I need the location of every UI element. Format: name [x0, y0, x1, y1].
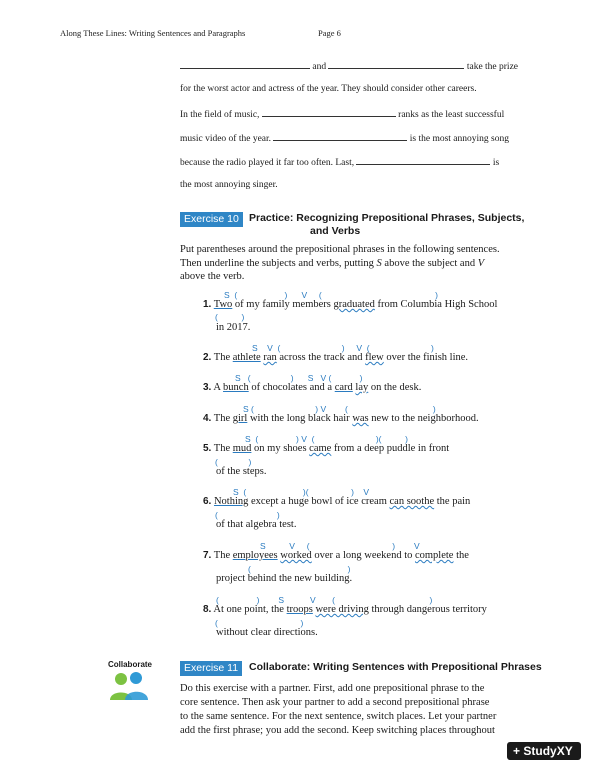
exercise-11-text-line1: Do this exercise with a partner. First, add one prepositional phrase to the: [180, 683, 485, 694]
exercise-item-4: [203, 413, 479, 424]
exercise-item-8-continued: without clear directions.: [216, 627, 318, 638]
fill-line-1: [180, 60, 540, 72]
text: The: [213, 413, 233, 424]
text: over a long weekend to: [311, 550, 415, 561]
annotation-line: ( ) S V ( ): [216, 595, 433, 605]
exercise-11-text-line2: core sentence. Then ask your partner to add a second prepositional phrase: [180, 697, 490, 708]
subject-word: Nothing: [213, 496, 249, 507]
annotation-line: ( ): [248, 564, 351, 574]
annotation-line: S ( ) V ( )( ): [245, 434, 408, 444]
plus-icon: +: [513, 744, 521, 758]
verb-word: came: [309, 443, 332, 454]
annotation-line: S ( ) V ( ): [243, 404, 436, 414]
text: above the subject and: [381, 258, 478, 269]
verb-word: flew: [365, 352, 384, 363]
annotation-line: S ( )( ) V: [233, 487, 370, 497]
verb-word: can soothe: [389, 496, 435, 507]
exercise-11-badge: Exercise 11: [180, 661, 242, 676]
brand-name: StudyXY: [523, 744, 573, 758]
annotation-line: ( ): [215, 457, 252, 467]
collaborate-people-icon: [108, 670, 150, 702]
subject-word: card: [334, 382, 353, 393]
text: and: [312, 62, 327, 72]
text: At one point, the: [213, 604, 287, 615]
annotation-line: S ( ) S V ( ): [235, 373, 363, 383]
exercise-item-3: [203, 382, 421, 393]
subject-word: mud: [232, 443, 252, 454]
text: the pain: [434, 496, 471, 507]
text: because the radio played it far too often. Last,: [180, 158, 355, 168]
text: over the finish line.: [383, 352, 469, 363]
verb-word: complete: [414, 550, 454, 561]
fill-line-3: [180, 108, 540, 120]
page-number: Page 6: [318, 28, 341, 38]
text: Then underline the subjects and verbs, putting: [180, 258, 377, 269]
text-italic: S: [376, 258, 382, 269]
text: with the long black hair: [247, 413, 353, 424]
subject-word: troops: [286, 604, 313, 615]
verb-word: ran: [263, 352, 277, 363]
exercise-item-1: [203, 299, 497, 310]
text: on my shoes: [251, 443, 310, 454]
book-title: Along These Lines: Writing Sentences and Paragraphs: [60, 28, 246, 38]
exercise-10-title-line1: Practice: Recognizing Prepositional Phrases, Subjects,: [249, 212, 525, 224]
exercise-item-5-continued: of the steps.: [216, 466, 267, 477]
exercise-11-text-line4: add the first phrase; you add the second. Keep switching places throughout: [180, 725, 495, 736]
annotation-line: S V ( ) V: [260, 541, 420, 551]
exercise-11-title: Collaborate: Writing Sentences with Prepositional Phrases: [249, 661, 542, 673]
text: The: [213, 352, 233, 363]
exercise-item-6: [203, 496, 470, 507]
blank-field[interactable]: [328, 60, 464, 69]
text: on the desk.: [368, 382, 422, 393]
item-number: 8.: [203, 604, 212, 615]
instructions-line3: above the verb.: [180, 271, 245, 282]
blank-field[interactable]: [273, 132, 407, 141]
subject-word: employees: [232, 550, 278, 561]
text: new to the neighborhood.: [368, 413, 479, 424]
text: across the track and: [276, 352, 366, 363]
item-number: 2.: [203, 352, 212, 363]
subject-word: Two: [213, 299, 233, 310]
subject-word: bunch: [223, 382, 249, 393]
text-italic: V: [477, 258, 485, 269]
exercise-item-7: [203, 550, 469, 561]
exercise-item-5: [203, 443, 449, 454]
text: is the most annoying song: [409, 134, 509, 144]
text: is: [492, 158, 500, 168]
text: from Columbia High School: [374, 299, 498, 310]
instructions-line2: [180, 257, 484, 270]
text: A: [213, 382, 224, 393]
exercise-11-text-line3: to the same sentence. For the next sentence, switch places. Let your partner: [180, 711, 497, 722]
instructions-line1: Put parentheses around the prepositional phrases in the following sentences.: [180, 244, 500, 255]
blank-field[interactable]: [180, 60, 310, 69]
verb-word: was: [352, 413, 369, 424]
annotation-line: S ( ) V ( ): [224, 290, 438, 300]
fill-line-4: [180, 132, 540, 144]
text: take the prize: [466, 62, 519, 72]
blank-field[interactable]: [262, 108, 396, 117]
text: of my family members: [232, 299, 334, 310]
item-number: 6.: [203, 496, 212, 507]
text: The: [213, 443, 233, 454]
exercise-item-2: [203, 352, 468, 363]
text: from a deep puddle in front: [331, 443, 450, 454]
verb-word: graduated: [333, 299, 375, 310]
fill-line-5: [180, 156, 540, 168]
subject-word: athlete: [232, 352, 261, 363]
item-number: 4.: [203, 413, 212, 424]
blank-field[interactable]: [356, 156, 490, 165]
exercise-item-6-continued: of that algebra test.: [216, 519, 297, 530]
subject-word: girl: [232, 413, 248, 424]
collaborate-label: Collaborate: [108, 660, 153, 669]
verb-word: lay: [355, 382, 369, 393]
verb-word: were driving: [315, 604, 369, 615]
text: music video of the year.: [180, 134, 272, 144]
annotation-line: ( ): [215, 312, 245, 322]
fill-line-2: for the worst actor and actress of the year. They should consider other careers.: [180, 84, 477, 94]
text: except a huge bowl of ice cream: [248, 496, 390, 507]
studyxy-logo: [507, 742, 581, 760]
exercise-item-1-continued: in 2017.: [216, 322, 251, 333]
annotation-line: ( ): [215, 510, 280, 520]
exercise-10-badge: Exercise 10: [180, 212, 243, 227]
text: through dangerous territory: [368, 604, 487, 615]
exercise-item-8: [203, 604, 487, 615]
verb-word: worked: [280, 550, 312, 561]
text: The: [213, 550, 233, 561]
text: ranks as the least successful: [398, 110, 505, 120]
text: In the field of music,: [180, 110, 260, 120]
item-number: 5.: [203, 443, 212, 454]
text: the: [453, 550, 469, 561]
text: of chocolates and a: [248, 382, 335, 393]
item-number: 7.: [203, 550, 212, 561]
annotation-line: S V ( ) V ( ): [252, 343, 434, 353]
annotation-line: ( ): [215, 618, 304, 628]
item-number: 3.: [203, 382, 212, 393]
exercise-10-title-line2: and Verbs: [310, 225, 361, 237]
fill-line-6: the most annoying singer.: [180, 180, 278, 190]
item-number: 1.: [203, 299, 212, 310]
exercise-item-7-continued: project behind the new building.: [216, 573, 353, 584]
